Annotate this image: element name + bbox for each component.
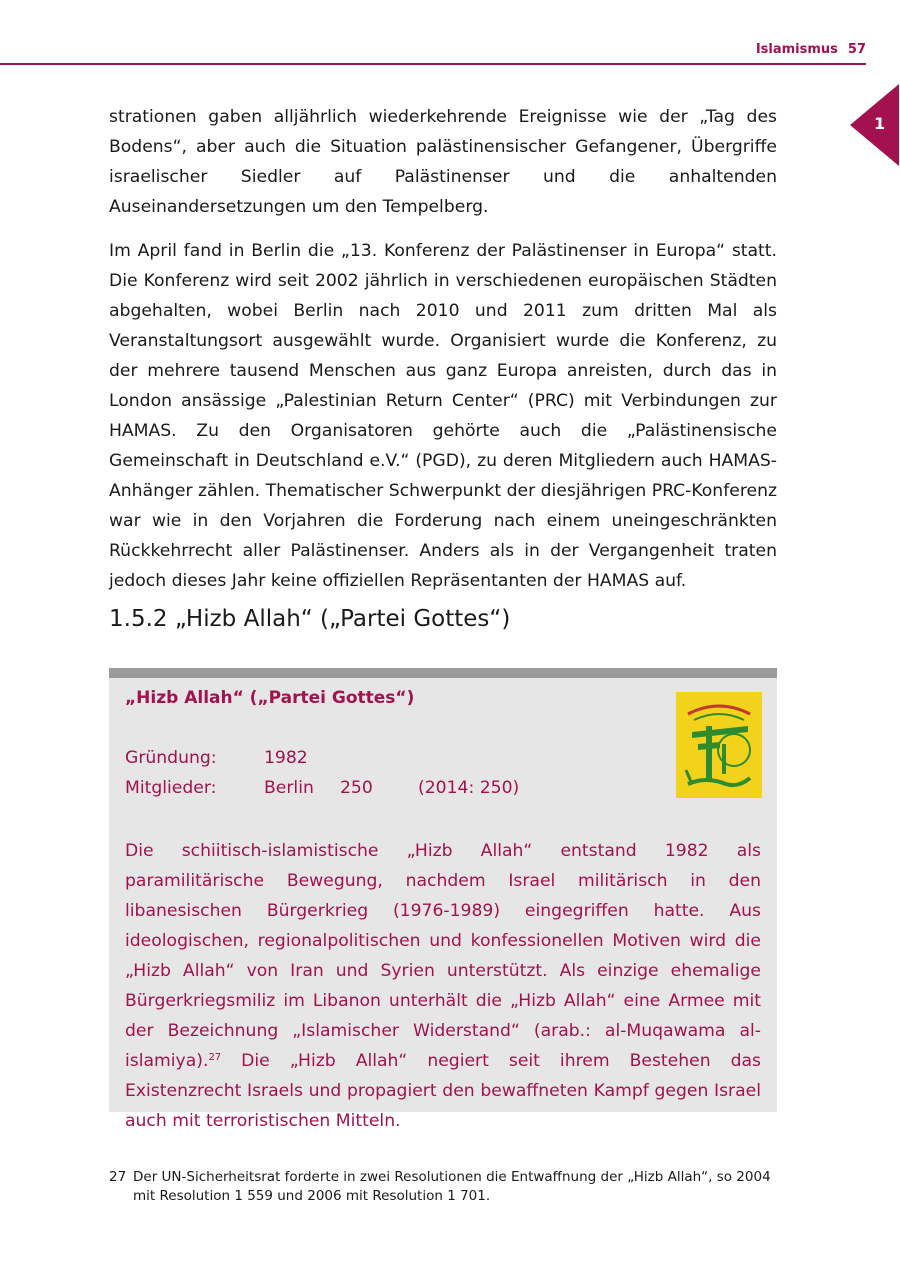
members-count: 250 — [340, 778, 373, 798]
members-label: Mitglieder: — [125, 778, 217, 798]
footnote-text: Der UN-Sicherheitsrat forderte in zwei Resolutionen die Entwaffnung der „Hizb Allah“, so 2004 mit Resolution 1 559 und 2006 mit Resolution 1 701. — [133, 1169, 771, 1204]
founding-value: 1982 — [264, 748, 308, 768]
members-previous: (2014: 250) — [418, 778, 520, 798]
paragraph-text: strationen gaben alljährlich wiederkehrende Ereignisse wie der „Tag des Bodens“, aber auch die Situation palästinensischer Gefangener, Übergriffe israelischer Siedler auf Palästinenser und die anhaltenden Auseinandersetzungen um den Tempelberg. — [109, 107, 777, 217]
footnote-reference[interactable]: 27 — [208, 1052, 222, 1063]
section-name: Islamismus — [755, 42, 838, 57]
section-heading: 1.5.2 „Hizb Allah“ („Partei Gottes“) — [109, 606, 511, 632]
info-text-part-1: Die schiitisch-islamistische „Hizb Allah“ entstand 1982 als paramilitärische Bewegung, nachdem Israel militärisch in den libanesischen Bürgerkrieg (1976-1989) eingegriffen hatte. Aus ideologischen, regionalpolitischen und konfessionellen Motiven wird die „Hizb Allah“ von Iran und Syrien unterstützt. Als einzige ehemalige Bürgerkriegsmiliz im Libanon unterhält die „Hizb Allah“ eine Armee mit der Bezeichnung „Islamischer Widerstand“ (arab.: al-Muqawama al-islamiya). — [125, 841, 761, 1071]
header-rule — [0, 63, 866, 65]
info-box — [109, 668, 777, 1131]
info-box-text — [125, 836, 761, 1136]
info-box-title: „Hizb Allah“ („Partei Gottes“) — [125, 688, 415, 708]
chapter-tab-number: 1 — [874, 114, 886, 133]
running-head — [756, 42, 866, 57]
body-paragraph — [109, 102, 777, 222]
founding-label: Gründung: — [125, 748, 217, 768]
flag-emblem-icon — [676, 692, 762, 798]
info-box-top-bar — [109, 668, 777, 678]
page-number: 57 — [847, 42, 866, 57]
info-text-part-2: Die „Hizb Allah“ negiert seit ihrem Bestehen das Existenzrecht Israels und propagiert den bewaffneten Kampf gegen Israel auch mit terroristischen Mitteln. — [125, 1051, 761, 1131]
body-paragraph — [109, 236, 777, 596]
members-city: Berlin — [264, 778, 314, 798]
paragraph-text: Im April fand in Berlin die „13. Konferenz der Palästinenser in Europa“ statt. Die Konferenz wird seit 2002 jährlich in verschiedenen europäischen Städten abgehalten, wobei Berlin nach 2010 und 2011 zum dritten Mal als Veranstaltungsort ausgewählt wurde. Organisiert wurde die Konferenz, zu der mehrere tausend Menschen aus ganz Europa anreisten, durch das in London ansässige „Palestinian Return Center“ (PRC) mit Verbindungen zur HAMAS. Zu den Organisatoren gehörte auch die „Palästinensische Gemeinschaft in Deutschland e.V.“ (PGD), zu deren Mitgliedern auch HAMAS-Anhänger zählen. Thematischer Schwerpunkt der diesjährigen PRC-Konferenz war wie in den Vorjahren die Forderung nach einem uneingeschränkten Rückkehrrecht aller Palästinenser. Anders als in der Vergangenheit traten jedoch dieses Jahr keine offiziellen Repräsentanten der HAMAS auf. — [109, 241, 777, 591]
hizb-allah-flag-image — [676, 692, 762, 798]
footnote — [109, 1168, 777, 1206]
footnote-number: 27 — [109, 1169, 127, 1185]
